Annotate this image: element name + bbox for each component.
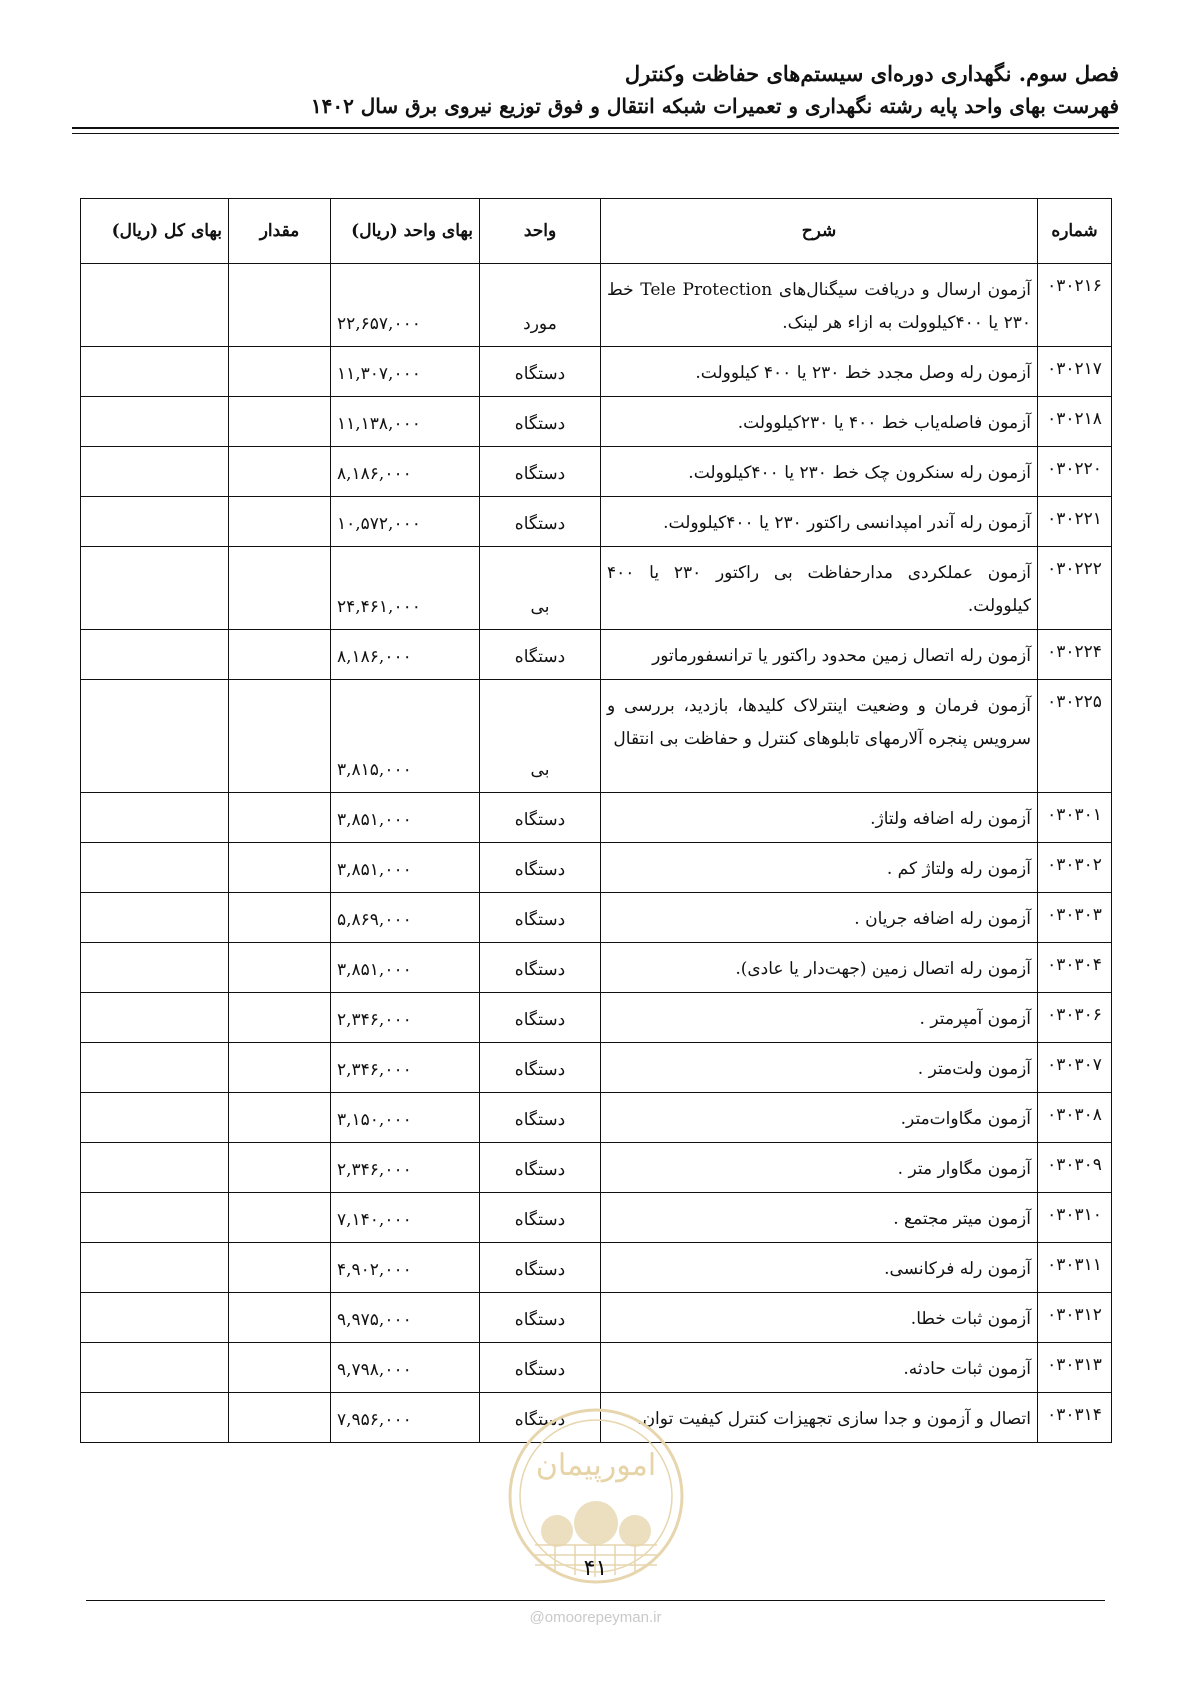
row-unit-price: ۱۱,۳۰۷,۰۰۰ <box>331 347 480 397</box>
row-total-price <box>81 497 229 547</box>
row-unit-price: ۹,۹۷۵,۰۰۰ <box>331 1293 480 1343</box>
table-row <box>81 397 1112 447</box>
row-description: آزمون رله ولتاژ کم . <box>601 843 1038 893</box>
row-description: اتصال و آزمون و جدا سازی تجهیزات کنترل کیفیت توان. <box>601 1393 1038 1443</box>
row-quantity <box>229 1193 331 1243</box>
row-total-price <box>81 680 229 793</box>
column-header-total-price: بهای کل (ریال) <box>81 199 229 264</box>
row-total-price <box>81 397 229 447</box>
row-description: آزمون فاصله‌یاب خط ۴۰۰ یا ۲۳۰کیلوولت. <box>601 397 1038 447</box>
row-total-price <box>81 893 229 943</box>
row-unit-price: ۸,۱۸۶,۰۰۰ <box>331 630 480 680</box>
row-unit: دستگاه <box>480 497 601 547</box>
row-unit: دستگاه <box>480 397 601 447</box>
row-code: ۰۳۰۳۰۴ <box>1038 943 1112 993</box>
row-unit-price: ۲,۳۴۶,۰۰۰ <box>331 1043 480 1093</box>
column-header-unit: واحد <box>480 199 601 264</box>
row-description: آزمون میتر مجتمع . <box>601 1193 1038 1243</box>
row-code: ۰۳۰۳۰۳ <box>1038 893 1112 943</box>
row-code: ۰۳۰۲۲۲ <box>1038 547 1112 630</box>
row-quantity <box>229 397 331 447</box>
svg-text:امورپیمان: امورپیمان <box>535 1448 657 1483</box>
header-rule-thin <box>72 133 1119 134</box>
column-header-description: شرح <box>601 199 1038 264</box>
row-unit-price: ۳,۱۵۰,۰۰۰ <box>331 1093 480 1143</box>
row-quantity <box>229 1093 331 1143</box>
row-quantity <box>229 1143 331 1193</box>
footer-rule <box>86 1600 1105 1601</box>
table-row <box>81 1193 1112 1243</box>
table-row <box>81 1143 1112 1193</box>
row-code: ۰۳۰۲۱۸ <box>1038 397 1112 447</box>
row-description: آزمون فرمان و وضعیت اینترلاک کلیدها، بازدید، بررسی و سرویس پنجره آلارمهای تابلوهای کنترل و حفاظت بی انتقال <box>601 680 1038 793</box>
row-total-price <box>81 1043 229 1093</box>
row-quantity <box>229 993 331 1043</box>
row-quantity <box>229 547 331 630</box>
row-code: ۰۳۰۳۰۶ <box>1038 993 1112 1043</box>
row-code: ۰۳۰۳۱۰ <box>1038 1193 1112 1243</box>
row-total-price <box>81 1343 229 1393</box>
row-total-price <box>81 347 229 397</box>
row-total-price <box>81 447 229 497</box>
row-unit: دستگاه <box>480 843 601 893</box>
table-row <box>81 347 1112 397</box>
row-unit: دستگاه <box>480 1193 601 1243</box>
row-unit-price: ۳,۸۱۵,۰۰۰ <box>331 680 480 793</box>
row-code: ۰۳۰۳۰۸ <box>1038 1093 1112 1143</box>
table-row <box>81 993 1112 1043</box>
row-unit: دستگاه <box>480 447 601 497</box>
row-description: آزمون رله اضافه ولتاژ. <box>601 793 1038 843</box>
table-row <box>81 497 1112 547</box>
row-unit-price: ۵,۸۶۹,۰۰۰ <box>331 893 480 943</box>
row-description: آزمون مگاوار متر . <box>601 1143 1038 1193</box>
row-description: آزمون ارسال و دریافت سیگنال‌های Tele Protection خط ۲۳۰ یا ۴۰۰کیلوولت به ازاء هر لینک. <box>601 264 1038 347</box>
row-unit-price: ۱۰,۵۷۲,۰۰۰ <box>331 497 480 547</box>
document-subtitle: فهرست بهای واحد پایه رشته نگهداری و تعمیرات شبکه انتقال و فوق توزیع نیروی برق سال ۱۴۰۲ <box>310 94 1119 118</box>
table-row <box>81 793 1112 843</box>
row-code: ۰۳۰۳۰۱ <box>1038 793 1112 843</box>
page-header <box>72 58 1119 122</box>
table-row <box>81 843 1112 893</box>
row-total-price <box>81 843 229 893</box>
row-quantity <box>229 843 331 893</box>
page-number: ۴۱ <box>583 1556 608 1581</box>
row-unit-price: ۲,۳۴۶,۰۰۰ <box>331 1143 480 1193</box>
row-unit: دستگاه <box>480 943 601 993</box>
row-description: آزمون رله اتصال زمین (جهت‌دار یا عادی). <box>601 943 1038 993</box>
row-quantity <box>229 893 331 943</box>
row-description: آزمون رله سنکرون چک خط ۲۳۰ یا ۴۰۰کیلوولت. <box>601 447 1038 497</box>
row-code: ۰۳۰۳۱۲ <box>1038 1293 1112 1343</box>
row-quantity <box>229 264 331 347</box>
row-description: آزمون عملکردی مدارحفاظت بی راکتور ۲۳۰ یا ۴۰۰ کیلوولت. <box>601 547 1038 630</box>
header-rule-thick <box>72 127 1119 129</box>
row-unit-price: ۲,۳۴۶,۰۰۰ <box>331 993 480 1043</box>
row-description: آزمون مگاوات‌متر. <box>601 1093 1038 1143</box>
row-unit: دستگاه <box>480 1393 601 1443</box>
table-body <box>81 264 1112 1443</box>
table-row <box>81 447 1112 497</box>
row-description: آزمون ثبات خطا. <box>601 1293 1038 1343</box>
row-unit-price: ۳,۸۵۱,۰۰۰ <box>331 843 480 893</box>
row-code: ۰۳۰۳۱۱ <box>1038 1243 1112 1293</box>
row-total-price <box>81 630 229 680</box>
row-unit: دستگاه <box>480 1043 601 1093</box>
row-code: ۰۳۰۲۲۴ <box>1038 630 1112 680</box>
row-code: ۰۳۰۲۱۷ <box>1038 347 1112 397</box>
row-unit-price: ۷,۹۵۶,۰۰۰ <box>331 1393 480 1443</box>
row-code: ۰۳۰۳۰۹ <box>1038 1143 1112 1193</box>
row-code: ۰۳۰۳۱۳ <box>1038 1343 1112 1393</box>
row-unit-price: ۳,۸۵۱,۰۰۰ <box>331 793 480 843</box>
row-total-price <box>81 1243 229 1293</box>
row-unit-price: ۲۴,۴۶۱,۰۰۰ <box>331 547 480 630</box>
table-row <box>81 893 1112 943</box>
row-unit: مورد <box>480 264 601 347</box>
row-quantity <box>229 793 331 843</box>
column-header-code: شماره <box>1038 199 1112 264</box>
row-description: آزمون رله وصل مجدد خط ۲۳۰ یا ۴۰۰ کیلوولت. <box>601 347 1038 397</box>
row-description: آزمون رله اضافه جریان . <box>601 893 1038 943</box>
row-total-price <box>81 1143 229 1193</box>
row-code: ۰۳۰۲۲۵ <box>1038 680 1112 793</box>
row-quantity <box>229 943 331 993</box>
row-quantity <box>229 1343 331 1393</box>
row-quantity <box>229 1293 331 1343</box>
column-header-unit-price: بهای واحد (ریال) <box>331 199 480 264</box>
row-total-price <box>81 1293 229 1343</box>
row-code: ۰۳۰۳۱۴ <box>1038 1393 1112 1443</box>
row-total-price <box>81 943 229 993</box>
row-code: ۰۳۰۲۲۱ <box>1038 497 1112 547</box>
row-unit: دستگاه <box>480 630 601 680</box>
table-row <box>81 1243 1112 1293</box>
row-quantity <box>229 447 331 497</box>
row-quantity <box>229 1043 331 1093</box>
row-quantity <box>229 497 331 547</box>
row-unit-price: ۴,۹۰۲,۰۰۰ <box>331 1243 480 1293</box>
table-row <box>81 1343 1112 1393</box>
row-description: آزمون رله آندر امپدانسی راکتور ۲۳۰ یا ۴۰۰کیلوولت. <box>601 497 1038 547</box>
row-unit: دستگاه <box>480 993 601 1043</box>
row-unit-price: ۲۲,۶۵۷,۰۰۰ <box>331 264 480 347</box>
row-unit-price: ۳,۸۵۱,۰۰۰ <box>331 943 480 993</box>
row-description: آزمون ولت‌متر . <box>601 1043 1038 1093</box>
table-header-row <box>81 199 1112 264</box>
chapter-title: فصل سوم. نگهداری دوره‌ای سیستم‌های حفاظت وکنترل <box>624 61 1119 86</box>
row-total-price <box>81 547 229 630</box>
price-table <box>80 198 1112 1443</box>
table-row <box>81 943 1112 993</box>
column-header-quantity: مقدار <box>229 199 331 264</box>
row-unit: بی <box>480 680 601 793</box>
row-code: ۰۳۰۲۲۰ <box>1038 447 1112 497</box>
row-unit: دستگاه <box>480 893 601 943</box>
row-unit-price: ۱۱,۱۳۸,۰۰۰ <box>331 397 480 447</box>
row-unit: دستگاه <box>480 1293 601 1343</box>
row-unit: دستگاه <box>480 347 601 397</box>
table-row <box>81 1293 1112 1343</box>
row-quantity <box>229 680 331 793</box>
row-unit: دستگاه <box>480 1343 601 1393</box>
row-description: آزمون رله فرکانسی. <box>601 1243 1038 1293</box>
row-description: آزمون رله اتصال زمین محدود راکتور یا ترانسفورماتور <box>601 630 1038 680</box>
row-unit: دستگاه <box>480 1093 601 1143</box>
row-quantity <box>229 630 331 680</box>
row-unit: دستگاه <box>480 793 601 843</box>
row-quantity <box>229 1243 331 1293</box>
row-unit: بی <box>480 547 601 630</box>
row-code: ۰۳۰۲۱۶ <box>1038 264 1112 347</box>
row-unit-price: ۷,۱۴۰,۰۰۰ <box>331 1193 480 1243</box>
row-total-price <box>81 793 229 843</box>
table-row <box>81 1093 1112 1143</box>
row-unit-price: ۹,۷۹۸,۰۰۰ <box>331 1343 480 1393</box>
row-total-price <box>81 264 229 347</box>
row-description: آزمون آمپرمتر . <box>601 993 1038 1043</box>
row-quantity <box>229 347 331 397</box>
watermark-text: @omoorepeyman.ir <box>529 1609 662 1626</box>
table-row <box>81 547 1112 630</box>
row-unit: دستگاه <box>480 1243 601 1293</box>
table-row <box>81 1043 1112 1093</box>
row-total-price <box>81 1193 229 1243</box>
table-row <box>81 264 1112 347</box>
row-total-price <box>81 1093 229 1143</box>
row-quantity <box>229 1393 331 1443</box>
row-total-price <box>81 993 229 1043</box>
row-description: آزمون ثبات حادثه. <box>601 1343 1038 1393</box>
row-unit-price: ۸,۱۸۶,۰۰۰ <box>331 447 480 497</box>
row-unit: دستگاه <box>480 1143 601 1193</box>
row-code: ۰۳۰۳۰۷ <box>1038 1043 1112 1093</box>
table-row <box>81 630 1112 680</box>
row-code: ۰۳۰۳۰۲ <box>1038 843 1112 893</box>
table-row <box>81 680 1112 793</box>
row-total-price <box>81 1393 229 1443</box>
